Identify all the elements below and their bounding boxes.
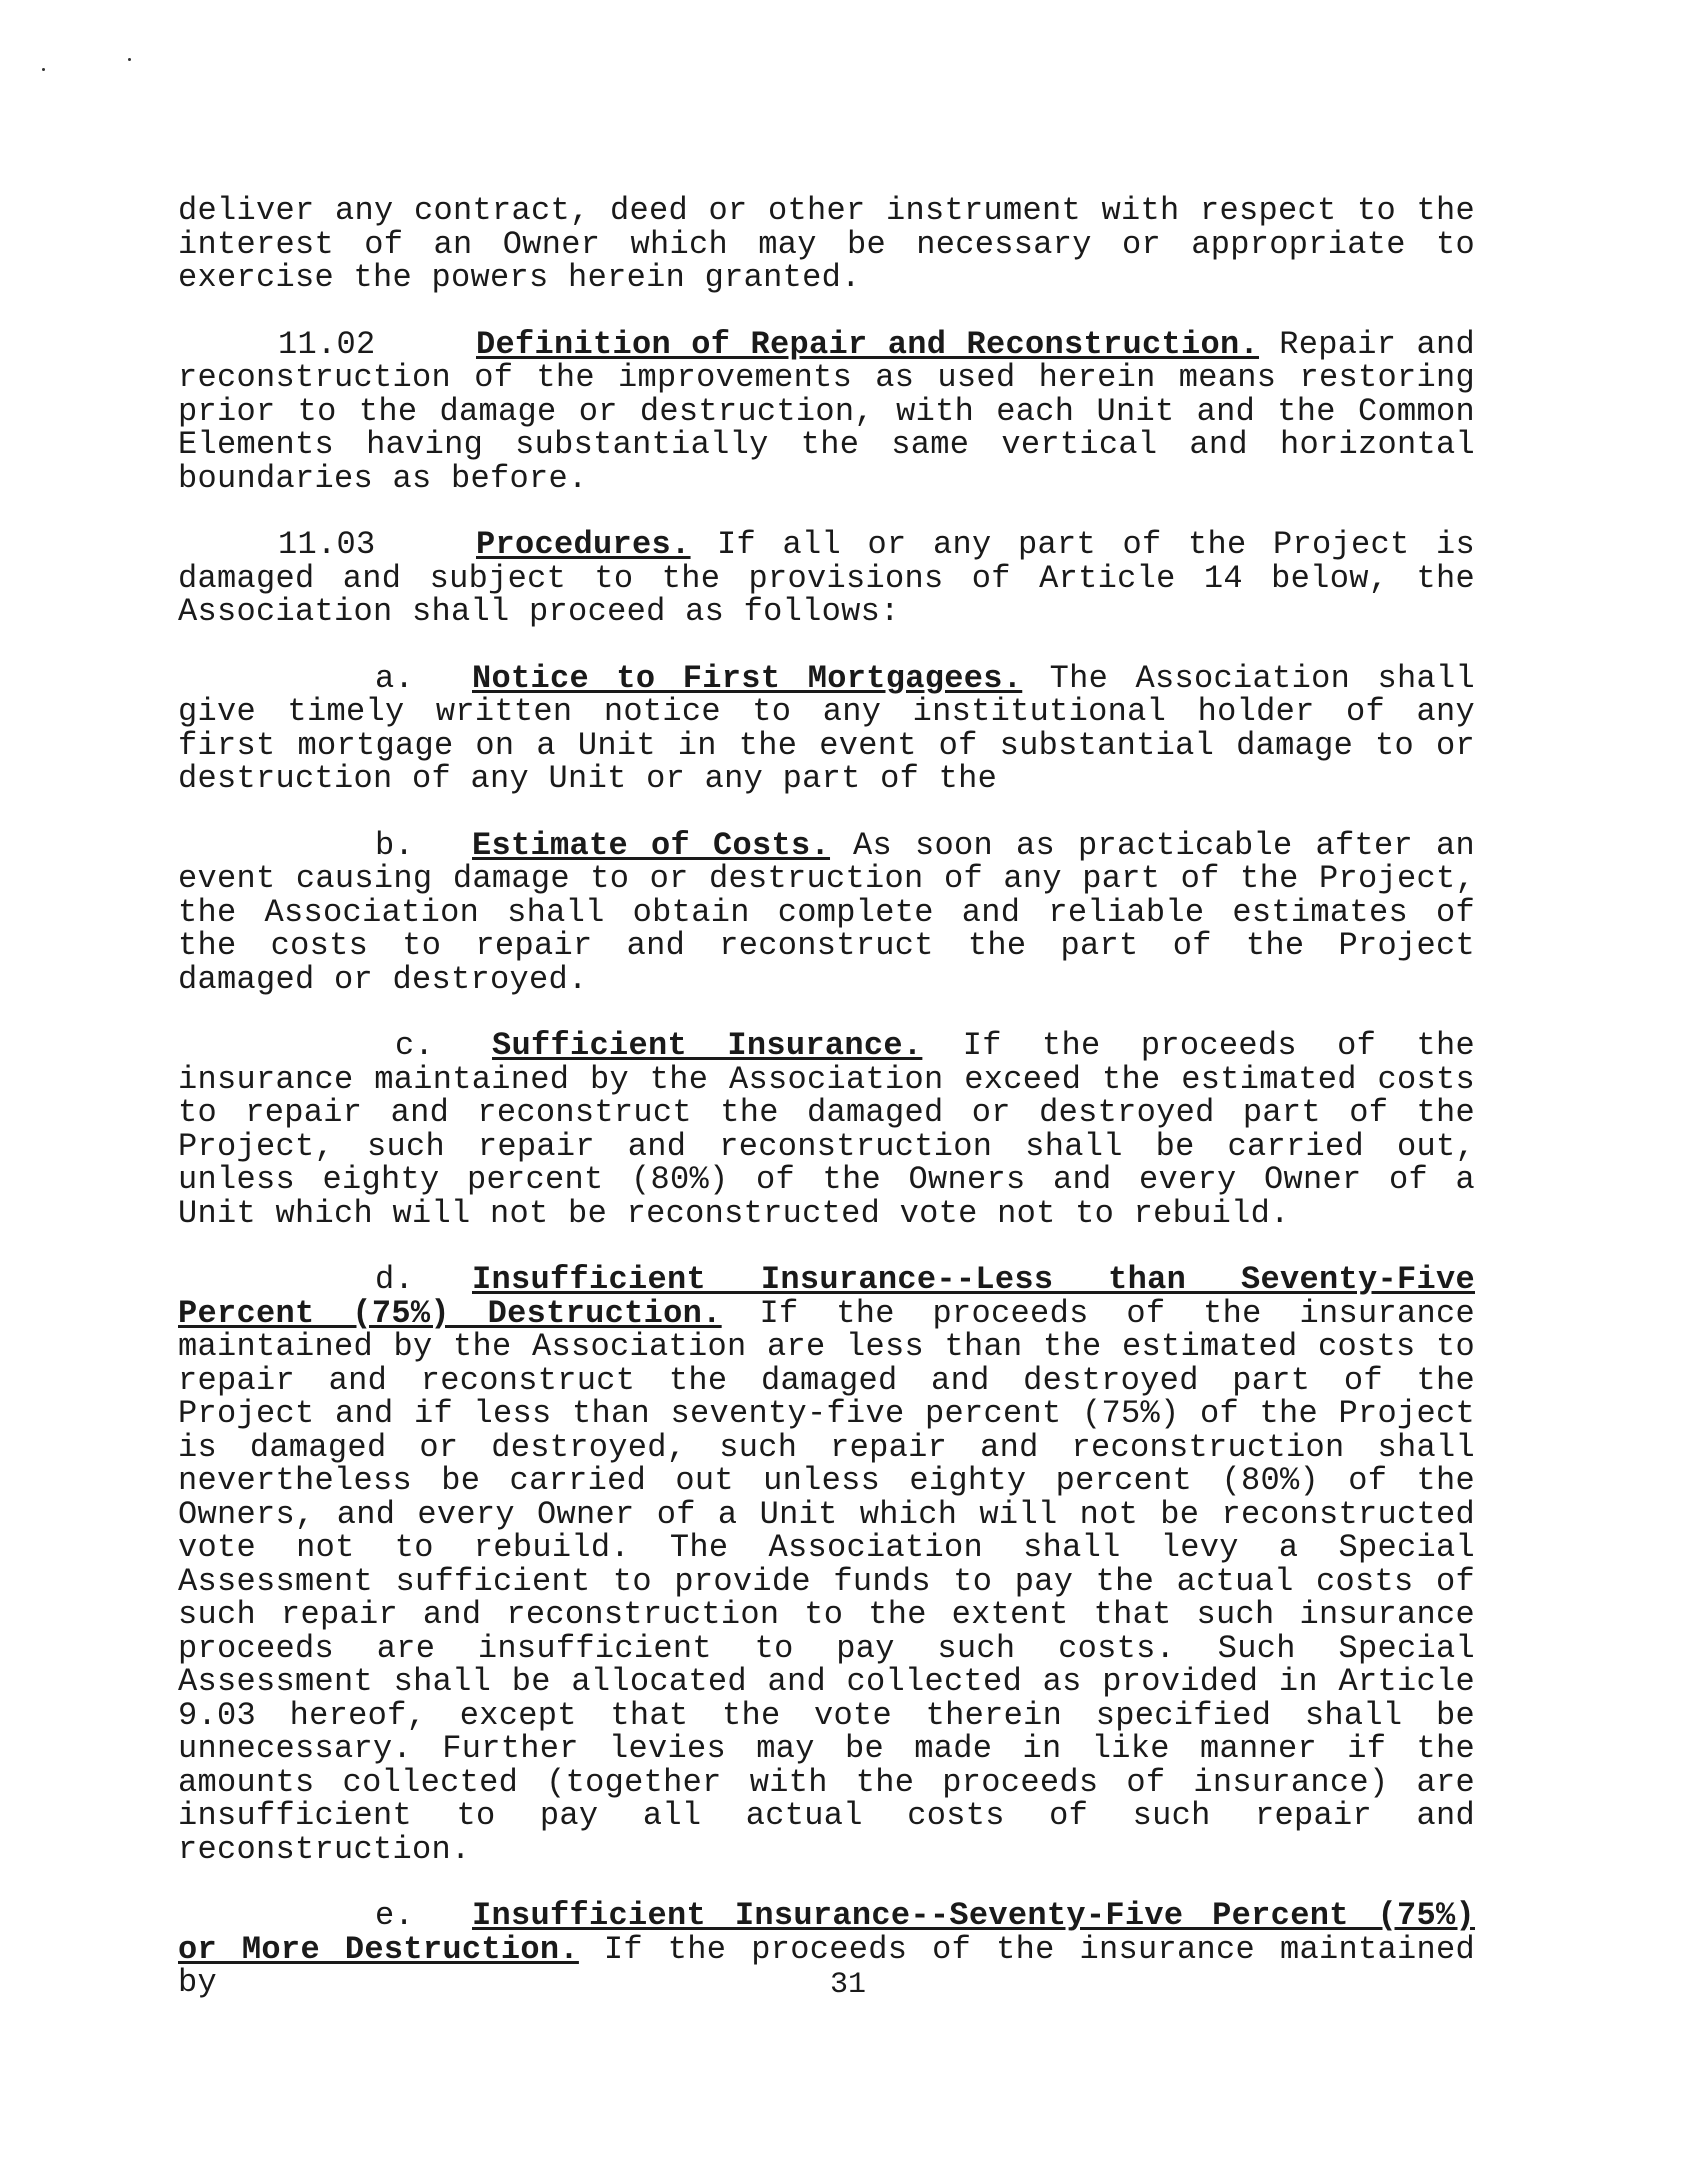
subsection-a xyxy=(178,659,1475,797)
subsection-text: If the proceeds of the insurance maintained by the Association are less than the estimated costs to repair and reconstruct the damaged and destroyed part of the Project and if less than seventy-five percent (75%) of the Project is damaged or destroyed, such repair and reconstruction shall nevertheless be carried out unless eighty percent (80%) of the Owners, and every Owner of a Unit which will not be reconstructed vote not to rebuild. The Association shall levy a Special Assessment sufficient to provide funds to pay the actual costs of such repair and reconstruction to the extent that such insurance proceeds are insufficient to pay such costs. Such Special Assessment shall be allocated and collected as provided in Article 9.03 hereof, except that the vote therein specified shall be unnecessary. Further levies may be made in like manner if the amounts collected (together with the proceeds of insurance) are insufficient to pay all actual costs of such repair and reconstruction. xyxy=(178,1294,1475,1868)
subsection-b xyxy=(178,826,1475,998)
section-number: 11.02 xyxy=(278,325,376,363)
subsection-heading: Notice to First Mortgagees. xyxy=(472,659,1023,697)
section-11-03 xyxy=(178,528,1475,629)
section-number: 11.03 xyxy=(278,526,376,563)
paragraph-text: deliver any contract, deed or other instrument with respect to the interest of an Owner which may be necessary or appropriate to exercise the powers herein granted. xyxy=(178,192,1475,296)
paragraph-continuation xyxy=(178,194,1475,295)
subsection-text: As soon as practicable after an event causing damage to or destruction of any part of the Project, the Association shall obtain complete and reliable estimates of the costs to repair and reconstruct the part of the Project damaged or destroyed. xyxy=(178,826,1475,998)
subsection-heading: Estimate of Costs. xyxy=(472,826,831,864)
section-text: Repair and reconstruction of the improvements as used herein means restoring prior to the damage or destruction, with each Unit and the Common Elements having substantially the same vertical and horizontal boundaries as before. xyxy=(178,325,1476,497)
subsection-text: If the proceeds of the insurance maintained by the Association exceed the estimated costs to repair and reconstruct the damaged or destroyed part of the Project, such repair and reconstruction shall be carried out, unless eighty percent (80%) of the Owners and every Owner of a Unit which will not be reconstructed vote not to rebuild. xyxy=(178,1027,1475,1232)
subsection-text: The Association shall give timely written notice to any institutional holder of any first mortgage on a Unit in the event of substantial damage to or destruction of any Unit or any part of the xyxy=(178,659,1475,797)
subsection-heading: Sufficient Insurance. xyxy=(492,1027,923,1064)
subsection-letter: c. xyxy=(395,1027,435,1064)
section-text: If all or any part of the Project is damaged and subject to the provisions of Article 14 below, the Association shall proceed as follows: xyxy=(178,526,1475,630)
section-heading: Definition of Repair and Reconstruction. xyxy=(476,325,1260,363)
subsection-letter: a. xyxy=(375,659,415,697)
subsection-letter: b. xyxy=(375,826,415,864)
subsection-d xyxy=(178,1263,1475,1866)
subsection-text: If the proceeds of the insurance maintained by xyxy=(178,1930,1475,2001)
scan-speck xyxy=(128,58,131,61)
scan-speck xyxy=(42,68,45,71)
subsection-heading: Insufficient Insurance--Less than Seventy-Five Percent (75%) Destruction. xyxy=(178,1261,1475,1332)
subsection-letter: e. xyxy=(375,1897,415,1934)
subsection-c xyxy=(178,1029,1475,1230)
section-heading: Procedures. xyxy=(476,526,691,563)
subsection-heading: Insufficient Insurance--Seventy-Five Percent (75%) or More Destruction. xyxy=(178,1897,1475,1968)
page-body xyxy=(178,194,1475,2033)
subsection-letter: d. xyxy=(375,1261,415,1298)
section-11-02 xyxy=(178,325,1476,497)
page-number: 31 xyxy=(829,1968,866,2002)
